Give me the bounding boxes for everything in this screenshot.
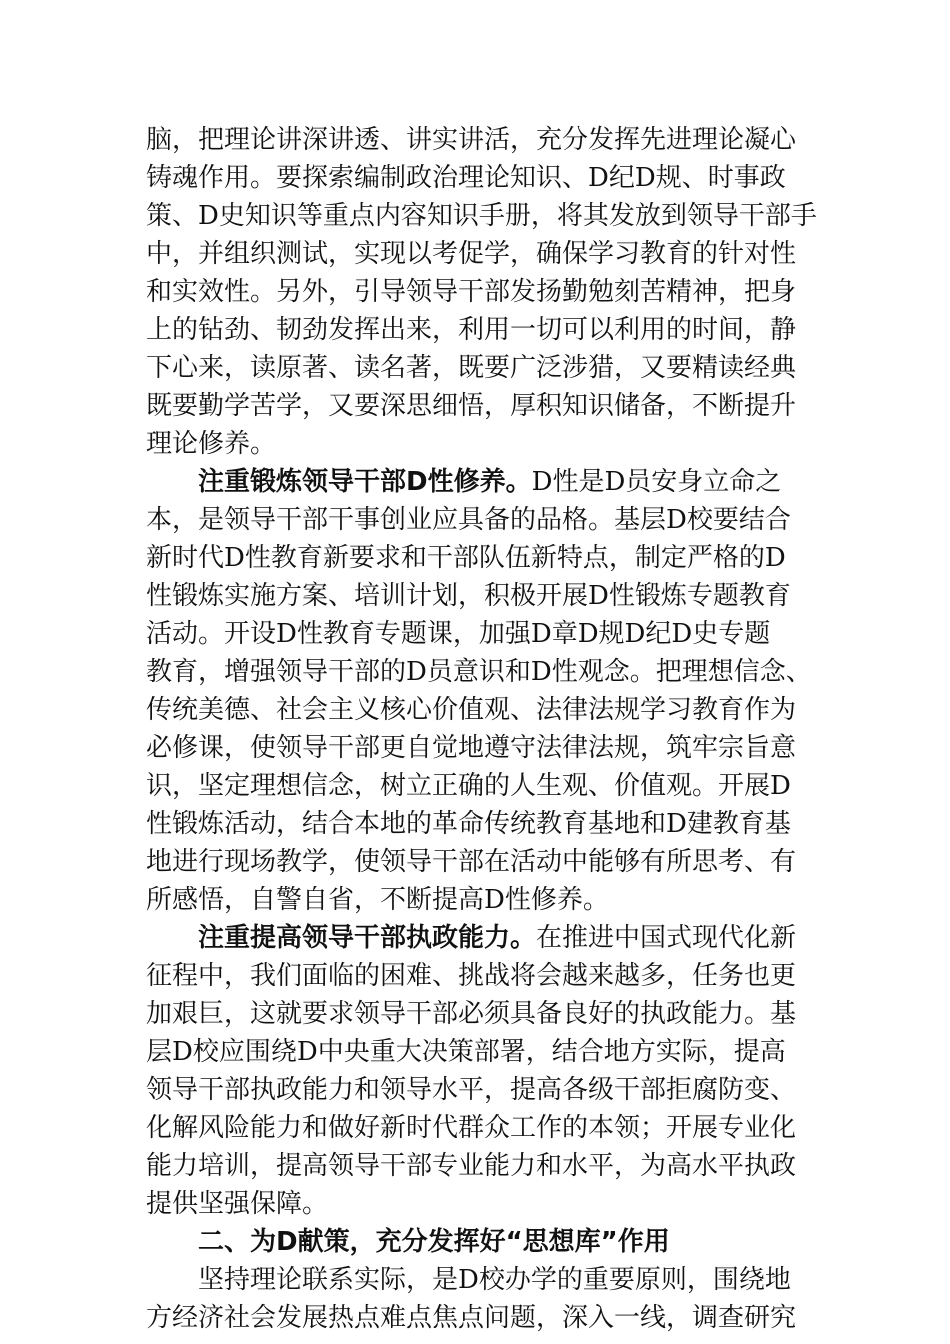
text-line: 传统美德、社会主义核心价值观、法律法规学习教育作为: [146, 695, 797, 725]
text-line: 提供坚强保障。: [146, 1189, 329, 1219]
text-line: 铸魂作用。要探索编制政治理论知识、D纪D规、时事政: [146, 163, 786, 193]
text-line: 理论修养。: [146, 429, 277, 459]
text-line: 和实效性。另外，引导领导干部发扬勤勉刻苦精神，把身: [146, 277, 797, 307]
text-line: 脑，把理论讲深讲透、讲实讲活，充分发挥先进理论凝心: [146, 125, 797, 155]
text-line: 化解风险能力和做好新时代群众工作的本领；开展专业化: [146, 1113, 797, 1143]
text-line: 性锻炼实施方案、培训计划，积极开展D性锻炼专题教育: [146, 581, 791, 611]
text-line: 策、D史知识等重点内容知识手册，将其发放到领导干部手: [146, 201, 817, 231]
section-heading: 二、为D献策，充分发挥好“思想库”作用: [198, 1227, 670, 1257]
paragraph-lead-heading: 注重提高领导干部执政能力。: [198, 923, 537, 953]
text-line: 新时代D性教育新要求和干部队伍新特点，制定严格的D: [146, 543, 786, 573]
text-line: 中，并组织测试，实现以考促学，确保学习教育的针对性: [146, 239, 797, 269]
text-span: D性是D员安身立命之: [531, 467, 782, 497]
paragraph-first-line: [198, 920, 796, 956]
text-line: 加艰巨，这就要求领导干部必须具备良好的执政能力。基: [146, 999, 797, 1029]
text-line: 征程中，我们面临的困难、挑战将会越来越多，任务也更: [146, 961, 797, 991]
paragraph-lead-heading: 注重锻炼领导干部D性修养。: [198, 467, 532, 497]
text-line: 地进行现场教学，使领导干部在活动中能够有所思考、有: [146, 847, 797, 877]
text-line: 必修课，使领导干部更自觉地遵守法律法规，筑牢宗旨意: [146, 733, 797, 763]
text-line: 下心来，读原著、读名著，既要广泛涉猎，又要精读经典: [146, 353, 797, 383]
paragraph-first-line: 坚持理论联系实际，是D校办学的重要原则，围绕地: [198, 1265, 791, 1295]
text-line: 所感悟，自警自省，不断提高D性修养。: [146, 885, 609, 915]
text-line: 领导干部执政能力和领导水平，提高各级干部拒腐防变、: [146, 1075, 797, 1105]
text-line: 本，是领导干部干事创业应具备的品格。基层D校要结合: [146, 505, 791, 535]
text-line: 既要勤学苦学，又要深思细悟，厚积知识储备，不断提升: [146, 391, 797, 421]
text-line: 性锻炼活动，结合本地的革命传统教育基地和D建教育基: [146, 809, 791, 839]
paragraph-first-line: [198, 464, 781, 500]
text-line: 活动。开设D性教育专题课，加强D章D规D纪D史专题: [146, 619, 771, 649]
text-line: 能力培训，提高领导干部专业能力和水平，为高水平执政: [146, 1151, 797, 1181]
text-line: 层D校应围绕D中央重大决策部署，结合地方实际，提高: [146, 1037, 786, 1067]
text-line: 教育，增强领导干部的D员意识和D性观念。把理想信念、: [146, 657, 812, 687]
text-line: 上的钻劲、韧劲发挥出来，利用一切可以利用的时间，静: [146, 315, 797, 345]
text-line: 方经济社会发展热点难点焦点问题，深入一线，调查研究: [146, 1303, 797, 1333]
text-span: 在推进中国式现代化新: [536, 923, 797, 953]
text-line: 识，坚定理想信念，树立正确的人生观、价值观。开展D: [146, 771, 791, 801]
